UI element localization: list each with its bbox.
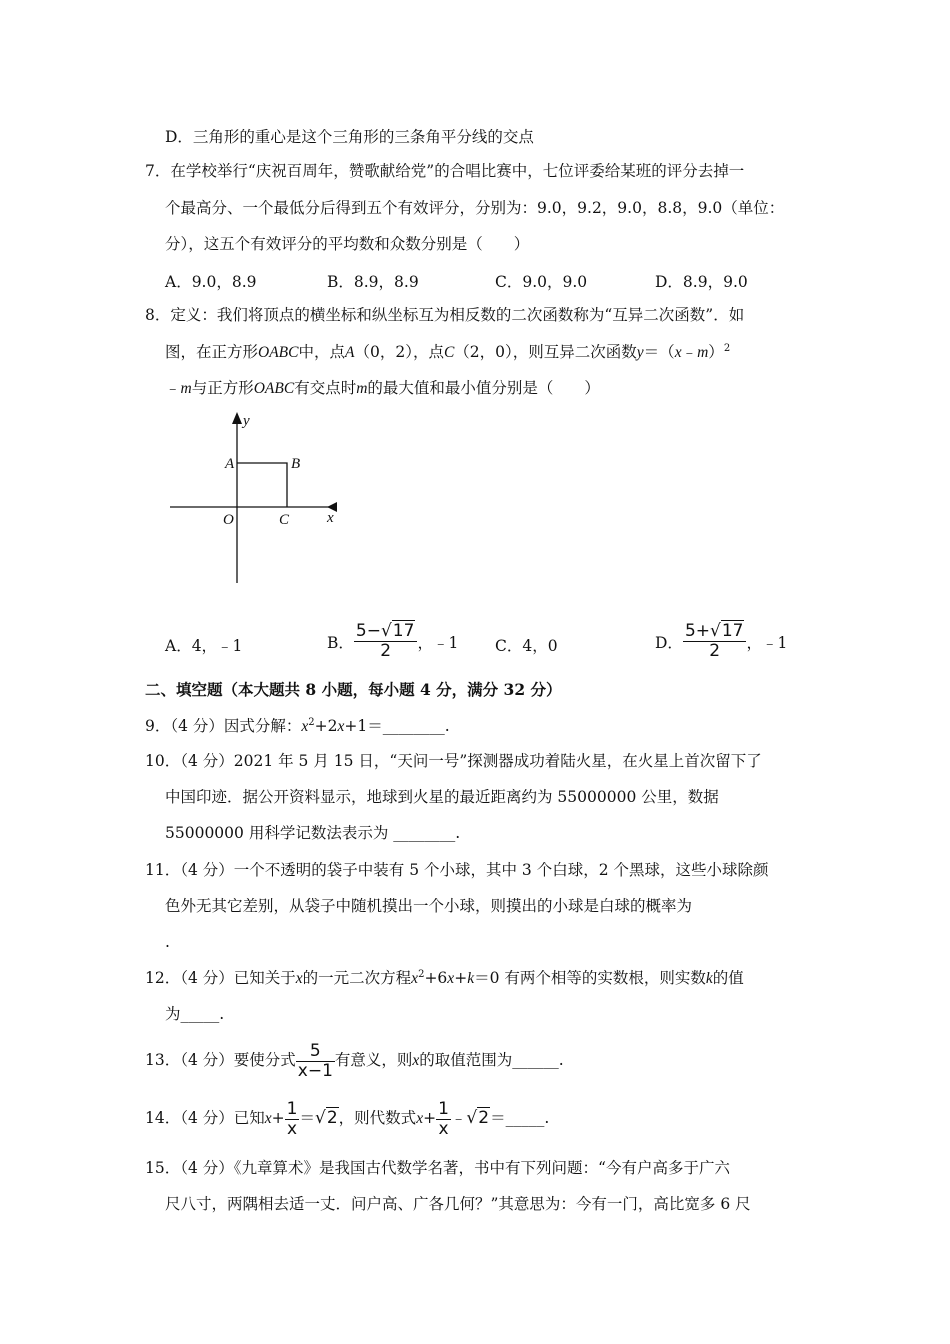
q10-line-1: 10．（4 分）2021 年 5 月 15 日，“天问一号”探测器成功着陆火星，在火星上首次留下了 bbox=[145, 752, 762, 770]
q11-line-2: 色外无其它差别，从袋子中随机摸出一个小球，则摸出的小球是白球的概率为 bbox=[165, 897, 693, 915]
q7-line-1: 7．在学校举行“庆祝百周年，赞歌献给党”的合唱比赛中，七位评委给某班的评分去掉一 bbox=[145, 162, 745, 180]
q14-fraction-1: $\frac{1}{x}$ bbox=[286, 1098, 298, 1139]
q11-line-1: 11．（4 分）一个不透明的袋子中装有 5 个小球，其中 3 个白球，2 个黑球，这些小球除颜 bbox=[145, 861, 769, 879]
label-c: C bbox=[279, 512, 290, 528]
q8-option-c: C．4，0 bbox=[495, 637, 558, 655]
q8-line-2: 图，在正方形OABC中，点A（0，2），点C（2，0），则互异二次函数y＝（x﹣m）$^2$ bbox=[165, 342, 731, 361]
y-axis-arrow bbox=[232, 412, 242, 424]
q7-option-d: D．8.9，9.0 bbox=[655, 273, 748, 291]
section-2-heading: 二、填空题（本大题共 8 小题，每小题 4 分，满分 32 分） bbox=[145, 680, 562, 699]
q8-line-3: ﹣m与正方形OABC有交点时m的最大值和最小值分别是（ ） bbox=[165, 379, 600, 397]
q7-option-a: A．9.0，8.9 bbox=[165, 273, 257, 291]
q11-line-3: . bbox=[165, 933, 170, 951]
square-edges bbox=[237, 463, 287, 507]
label-y: y bbox=[243, 413, 250, 429]
q6-option-d: D．三角形的重心是这个三角形的三条角平分线的交点 bbox=[165, 128, 534, 146]
q15-line-2: 尺八寸，两隅相去适一丈．问户高、广各几何？”其意思为：今有一门，高比宽多 6 尺 bbox=[165, 1195, 751, 1213]
q10-line-3: 55000000 用科学记数法表示为 ________. bbox=[165, 824, 461, 842]
q13-line: 13．（4 分）要使分式 $\frac{5}{x-1}$ 有意义，则x的取值范围为______. bbox=[145, 1040, 564, 1081]
q7-option-c: C．9.0，9.0 bbox=[495, 273, 588, 291]
label-b: B bbox=[291, 456, 301, 472]
label-a: A bbox=[225, 456, 235, 472]
label-o: O bbox=[223, 512, 234, 528]
q14-line: 14．（4 分）已知x+ $\frac{1}{x}$ ＝√2，则代数式x+ $\frac{1}{x}$ ﹣√2＝_____. bbox=[145, 1098, 550, 1139]
q9-line: 9．（4 分）因式分解：$x^2+2x+1=\_\_\_\_\_\_\_\_$. bbox=[145, 716, 450, 735]
q12-line-2: 为_____. bbox=[165, 1005, 225, 1023]
q12-line-1: 12．（4 分）已知关于x的一元二次方程$x^2+6x+k=0$ 有两个相等的实数根，则实数k的值 bbox=[145, 968, 744, 987]
square-oabc-figure bbox=[165, 408, 345, 588]
q8-option-b-fraction: $\frac{5-√17}{2}$ bbox=[354, 622, 418, 661]
q8-line-1: 8．定义：我们将顶点的横坐标和纵坐标互为相反数的二次函数称为“互异二次函数”．如 bbox=[145, 306, 745, 324]
q7-option-b: B．8.9，8.9 bbox=[327, 273, 419, 291]
q8-option-d-fraction: $\frac{5+√17}{2}$ bbox=[683, 622, 747, 661]
q14-fraction-2: $\frac{1}{x}$ bbox=[438, 1098, 449, 1139]
q15-line-1: 15．（4 分）《九章算术》是我国古代数学名著，书中有下列问题：“今有户高多于广六 bbox=[145, 1159, 730, 1177]
q10-line-2: 中国印迹．据公开资料显示，地球到火星的最近距离约为 55000000 公里，数据 bbox=[165, 788, 719, 806]
label-x: x bbox=[327, 510, 334, 526]
q7-line-3: 分），这五个有效评分的平均数和众数分别是（ ） bbox=[165, 235, 530, 253]
q8-option-d: D． $\frac{5+√17}{2}$ ，﹣1 bbox=[655, 621, 788, 661]
q8-option-b: B． $\frac{5-√17}{2}$ ，﹣1 bbox=[327, 621, 459, 661]
q8-option-a: A．4，﹣1 bbox=[165, 637, 243, 655]
q13-fraction: $\frac{5}{x-1}$ bbox=[297, 1040, 333, 1081]
q7-line-2: 个最高分、一个最低分后得到五个有效评分，分别为：9.0，9.2，9.0，8.8，9.0（单位： bbox=[165, 199, 785, 217]
